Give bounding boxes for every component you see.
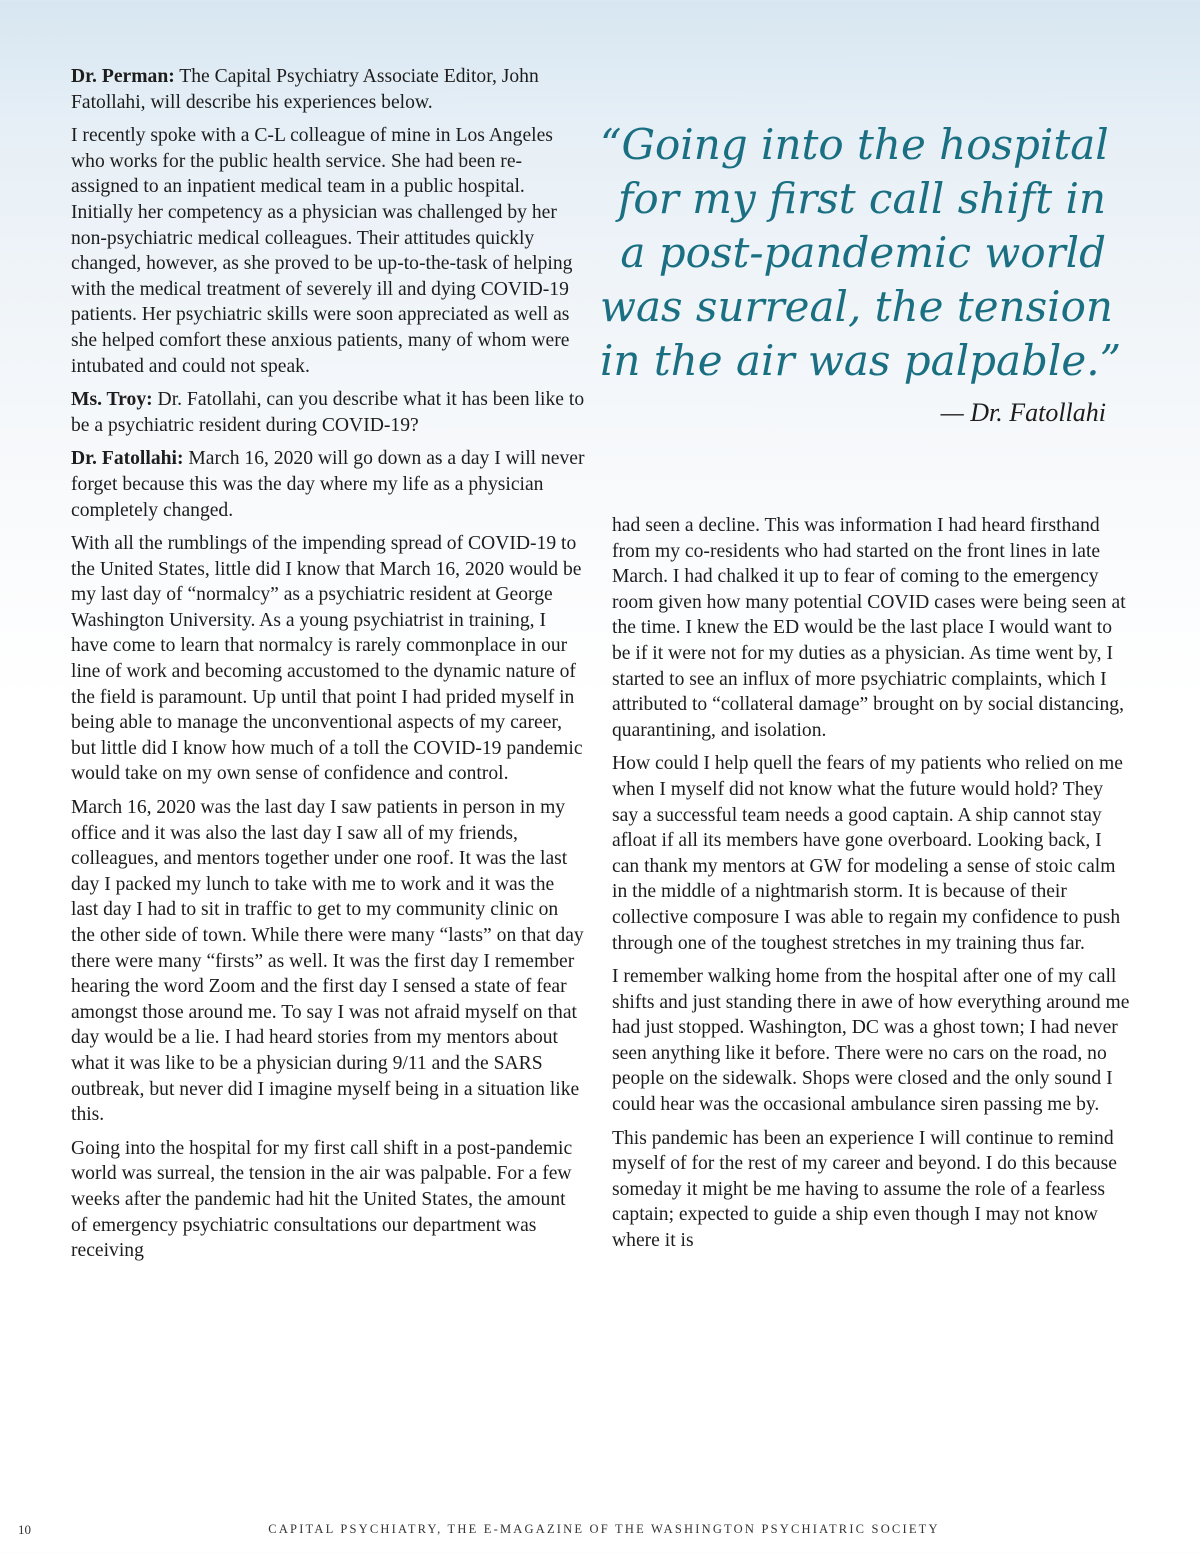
paragraph	[71, 795, 585, 1128]
pull-quote-line: for my first call shift in	[617, 174, 1106, 223]
pull-quote-line: a post-pandemic world	[620, 228, 1106, 277]
paragraph	[71, 123, 585, 379]
pull-quote-line: in the air was palpable.”	[600, 336, 1122, 385]
paragraph	[71, 64, 585, 115]
paragraph	[71, 1136, 585, 1264]
pull-quote	[600, 118, 1122, 388]
paragraph-text: Going into the hospital for my first call shift in a post-pandemic world was surreal, the tension in the air was palpable. For a few weeks after the pandemic had hit the United States, the amount of emergency psychiatric consultations our department was receiving	[71, 1137, 573, 1262]
paragraph: I remember walking home from the hospital after one of my call shifts and just standing there in awe of how everything around me had just stopped. Washington, DC was a ghost town; I had never seen anything like it before. There were no cars on the road, no people on the sidewalk. Shops were closed and the only sound I could hear was the occasional ambulance siren passing me by.	[612, 966, 1130, 1116]
paragraph-text: Dr. Fatollahi, can you describe what it has been like to be a psychiatric resident during COVID-19?	[71, 389, 585, 436]
paragraph-text: March 16, 2020 will go down as a day I will never forget because this was the day where my life as a physician completely changed.	[71, 448, 585, 521]
paragraph-text: The Capital Psychiatry Associate Editor, John Fatollahi, will describe his experiences below.	[71, 66, 539, 113]
speaker-label: Dr. Fatollahi:	[71, 448, 184, 470]
speaker-label: Dr. Perman:	[71, 66, 175, 87]
paragraph-text: I recently spoke with a C-L colleague of mine in Los Angeles who works for the public health service. She had been re-assigned to an inpatient medical team in a public hospital. Initially her competency as a physician was challenged by her non-psychiatric medical colleagues. Their attitudes quickly changed, however, as she proved to be up-to-the-task of helping with the medical treatment of severely ill and dying COVID-19 patients. Her psychiatric skills were soon appreciated as well as she helped comfort these anxious patients, many of whom were intubated and could not speak.	[71, 125, 573, 377]
paragraph	[71, 446, 585, 523]
paragraph	[71, 387, 585, 438]
left-column	[71, 64, 585, 1272]
right-column	[612, 513, 1132, 1262]
publication-footer: CAPITAL PSYCHIATRY, THE E-MAGAZINE OF THE WASHINGTON PSYCHIATRIC SOCIETY	[268, 1522, 940, 1536]
page-number: 10	[18, 1522, 31, 1537]
paragraph: had seen a decline. This was information I had heard firsthand from my co-residents who had started on the front lines in late March. I had chalked it up to fear of coming to the emergency room given how many potential COVID cases were being seen at the time. I knew the ED would be the last place I would want to be if it were not for my duties as a physician. As time went by, I started to see an influx of more psychiatric complaints, which I attributed to “collateral damage” brought on by social distancing, quarantining, and isolation.	[612, 515, 1126, 741]
paragraph: How could I help quell the fears of my patients who relied on me when I myself did not know what the future would hold? They say a successful team needs a good captain. A ship cannot stay afloat if all its members have gone overboard. Looking back, I can thank my mentors at GW for modeling a sense of stoic calm in the middle of a nightmarish storm. It is because of their collective composure I was able to regain my confidence to push through one of the toughest stretches in my training thus far.	[612, 753, 1123, 954]
pull-quote-line: was surreal, the tension	[600, 282, 1113, 331]
paragraph: This pandemic has been an experience I will continue to remind myself of for the rest of my career and beyond. I do this because someday it might be me having to assume the role of a fearless captain; expected to guide a ship even though I may not know where it is	[612, 1127, 1117, 1252]
pull-quote-line: “Going into the hospital	[600, 120, 1109, 169]
paragraph	[71, 531, 585, 787]
paragraph-text: With all the rumblings of the impending spread of COVID-19 to the United States, little did I know that March 16, 2020 would be my last day of “normalcy” as a psychiatric resident at George Washington University. As a young psychiatrist in training, I have come to learn that normalcy is rarely commonplace in our line of work and becoming accustomed to the dynamic nature of the field is paramount. Up until that point I had prided myself in being able to manage the unconventional aspects of my career, but little did I know how much of a toll the COVID-19 pandemic would take on my own sense of confidence and control.	[71, 533, 583, 785]
speaker-label: Ms. Troy:	[71, 389, 153, 411]
pull-quote-attribution: — Dr. Fatollahi	[940, 398, 1106, 427]
paragraph-text: March 16, 2020 was the last day I saw patients in person in my office and it was also the last day I saw all of my friends, colleagues, and mentors together under one roof. It was the last day I packed my lunch to take with me to work and it was the last day I had to sit in traffic to get to my community clinic on the other side of town. While there were many “lasts” on that day there were many “firsts” as well. It was the first day I remember hearing the word Zoom and the first day I sensed a state of fear amongst those around me. To say I was not afraid myself on that day would be a lie. I had heard stories from my mentors about what it was like to be a physician during 9/11 and the SARS outbreak, but never did I imagine myself being in a situation like this.	[71, 797, 584, 1126]
